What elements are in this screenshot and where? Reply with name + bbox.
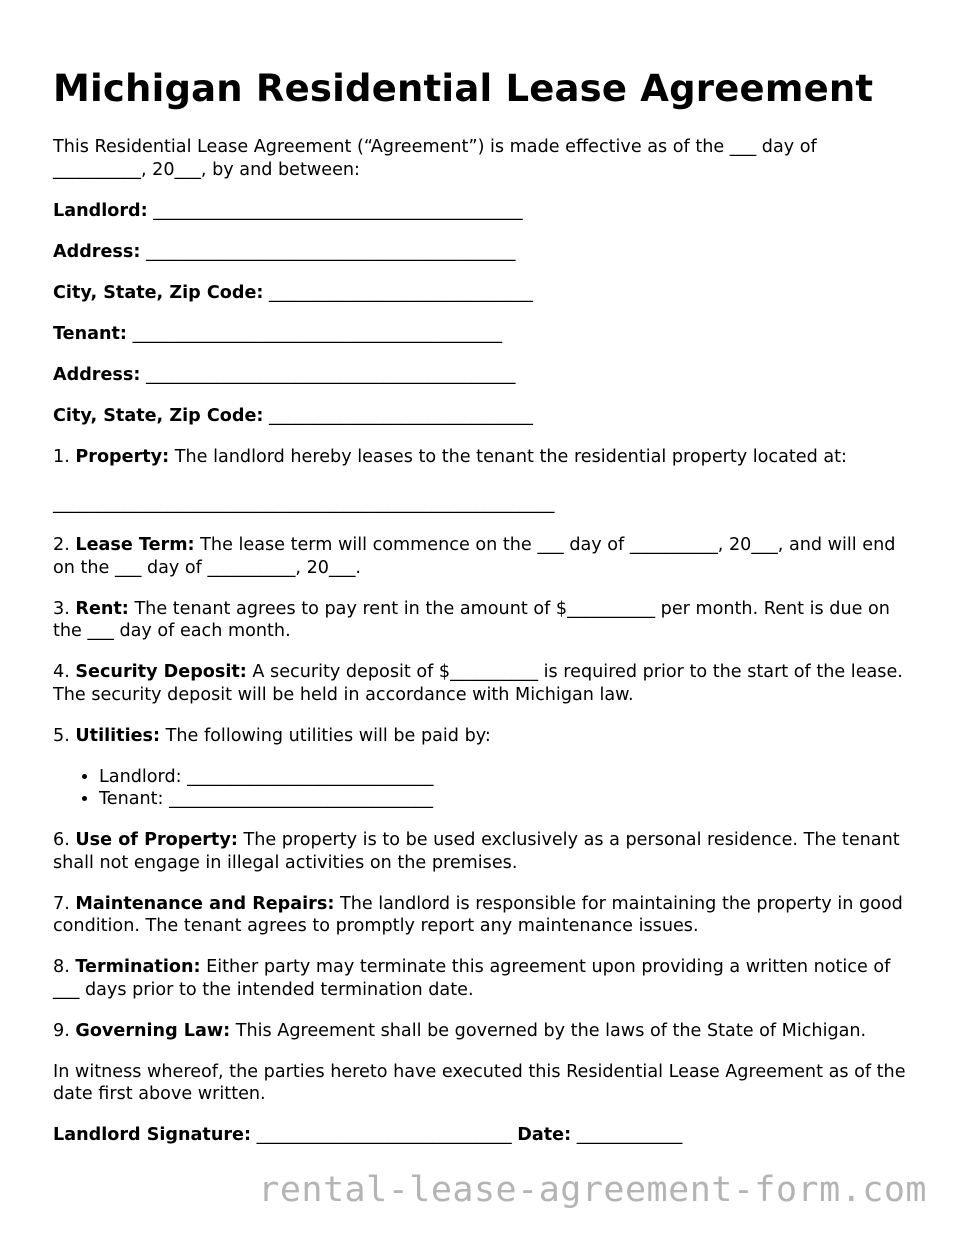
section-number: 4. [53,662,70,682]
section-heading: Use of Property: [75,830,238,850]
tenant-name-field [53,323,913,346]
section-number: 8. [53,957,70,977]
section-text: A security deposit of $__________ is required prior to the start of the lease. The security deposit will be held in accordance with Michigan law. [53,662,903,705]
section-heading: Security Deposit: [75,662,247,682]
section-text: Either party may terminate this agreement upon providing a written notice of ___ days prior to the intended termination date. [53,957,891,1000]
section-heading: Property: [75,446,170,467]
section-utilities [53,725,913,748]
section-property [53,446,913,469]
section-text: This Agreement shall be governed by the laws of the State of Michigan. [235,1020,867,1041]
landlord-address-field [53,241,913,264]
section-lease-term [53,534,913,579]
intro-paragraph: This Residential Lease Agreement (“Agreement”) is made effective as of the ___ day of __________, 20___, by and between: [53,137,817,180]
document-title: Michigan Residential Lease Agreement [53,67,874,110]
tenant-city-blank: ______________________________ [269,405,533,426]
section-maintenance [53,893,913,938]
utilities-landlord-item: • Landlord: ____________________________ [99,766,913,789]
landlord-city-label: City, State, Zip Code: [53,282,264,303]
landlord-address-label: Address: [53,241,141,262]
lease-document [53,66,913,1147]
landlord-blank: __________________________________________ [153,200,523,221]
tenant-label: Tenant: [53,323,127,344]
section-number: 3. [53,598,70,619]
section-number: 6. [53,830,70,850]
tenant-address-field [53,364,913,387]
landlord-signature-line [53,1124,913,1147]
section-number: 9. [53,1020,70,1041]
section-number: 5. [53,725,70,746]
tenant-address-label: Address: [53,364,141,385]
landlord-name-field [53,200,913,223]
landlord-city-field [53,282,913,305]
tenant-city-label: City, State, Zip Code: [53,405,264,426]
section-heading: Utilities: [75,725,161,746]
section-use-of-property [53,829,913,874]
section-termination [53,956,913,1001]
date-blank: ____________ [576,1125,683,1145]
section-text: The landlord hereby leases to the tenant the residential property located at: [174,446,847,467]
utilities-tenant-item: • Tenant: ______________________________ [99,788,913,811]
section-text: The lease term will commence on the ___ day of __________, 20___, and will end on the ___ day of __________, 20___. [53,535,896,578]
section-heading: Governing Law: [75,1020,231,1041]
witness-paragraph: In witness whereof, the parties hereto have executed this Residential Lease Agreement as of the date first above written. [53,1061,906,1104]
tenant-address-blank: __________________________________________ [146,364,516,385]
section-heading: Lease Term: [75,535,195,555]
tenant-blank: __________________________________________ [132,323,503,344]
section-number: 2. [53,535,70,555]
section-governing-law [53,1020,913,1043]
watermark-text: rental-lease-agreement-form.com [258,1170,927,1210]
section-text: The landlord is responsible for maintaining the property in good condition. The tenant agrees to promptly report any maintenance issues. [53,893,903,936]
date-label: Date: [517,1125,572,1145]
section-heading: Rent: [75,598,129,619]
signature-label: Landlord Signature: [53,1125,251,1145]
section-heading: Termination: [75,957,201,977]
section-number: 7. [53,893,70,914]
section-number: 1. [53,446,70,467]
section-text: The property is to be used exclusively as a personal residence. The tenant shall not engage in illegal activities on the premises. [53,830,900,873]
tenant-city-field [53,405,913,428]
utilities-list [53,766,913,811]
landlord-label: Landlord: [53,200,148,221]
property-address-blank: _________________________________________________________ [53,494,555,514]
landlord-city-blank: ______________________________ [269,282,533,303]
section-rent [53,598,913,643]
section-security-deposit [53,661,913,706]
landlord-address-blank: __________________________________________ [146,241,516,262]
section-text: The following utilities will be paid by: [165,725,491,746]
signature-blank: _____________________________ [256,1125,512,1145]
section-text: The tenant agrees to pay rent in the amount of $__________ per month. Rent is due on the ___ day of each month. [53,598,890,641]
section-heading: Maintenance and Repairs: [75,893,335,914]
